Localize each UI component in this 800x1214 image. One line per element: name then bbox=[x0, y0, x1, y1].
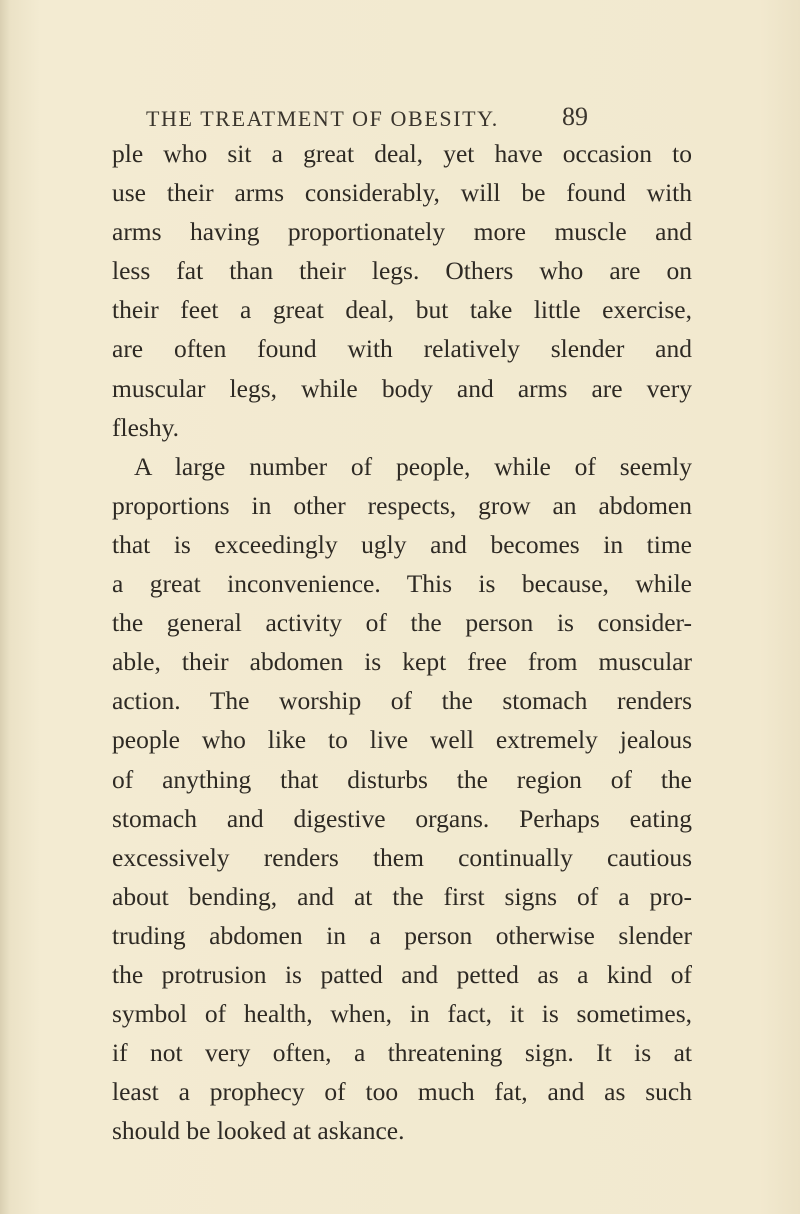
body-text bbox=[112, 134, 692, 1150]
page-number: 89 bbox=[562, 102, 588, 131]
text-line: the general activity of the person is consider- bbox=[112, 608, 692, 638]
text-line: truding abdomen in a person otherwise slender bbox=[112, 920, 692, 950]
text-line: people who like to live well extremely jealous bbox=[112, 725, 692, 755]
text-line: of anything that disturbs the region of the bbox=[112, 764, 692, 794]
text-line: the protrusion is patted and petted as a kind of bbox=[112, 959, 692, 989]
text-line: action. The worship of the stomach renders bbox=[112, 686, 692, 716]
text-line: able, their abdomen is kept free from muscular bbox=[112, 647, 692, 677]
text-line: excessively renders them continually cautious bbox=[112, 842, 692, 872]
text-line: muscular legs, while body and arms are very bbox=[112, 373, 692, 403]
text-line: are often found with relatively slender and bbox=[112, 334, 692, 364]
text-line: arms having proportionately more muscle and bbox=[112, 217, 692, 247]
text-line: proportions in other respects, grow an abdomen bbox=[112, 490, 692, 520]
text-line: a great inconvenience. This is because, while bbox=[112, 569, 692, 599]
text-line: stomach and digestive organs. Perhaps eating bbox=[112, 803, 692, 833]
text-line: fleshy. bbox=[112, 412, 180, 442]
text-line: use their arms considerably, will be found with bbox=[112, 178, 692, 208]
text-line: their feet a great deal, but take little exercise, bbox=[112, 295, 692, 325]
text-line: about bending, and at the first signs of a pro- bbox=[112, 881, 692, 911]
page-header bbox=[0, 96, 800, 136]
running-title: THE TREATMENT OF OBESITY. bbox=[146, 106, 499, 131]
text-line: if not very often, a threatening sign. It is at bbox=[112, 1038, 692, 1068]
text-line: that is exceedingly ugly and becomes in time bbox=[112, 529, 692, 559]
text-line: ple who sit a great deal, yet have occasion to bbox=[112, 139, 692, 168]
text-line: less fat than their legs. Others who are on bbox=[112, 256, 692, 286]
text-line: least a prophecy of too much fat, and as such bbox=[112, 1077, 692, 1107]
text-line: A large number of people, while of seemly bbox=[134, 451, 692, 481]
text-line: symbol of health, when, in fact, it is sometimes, bbox=[112, 999, 692, 1029]
text-line: should be looked at askance. bbox=[112, 1116, 405, 1146]
